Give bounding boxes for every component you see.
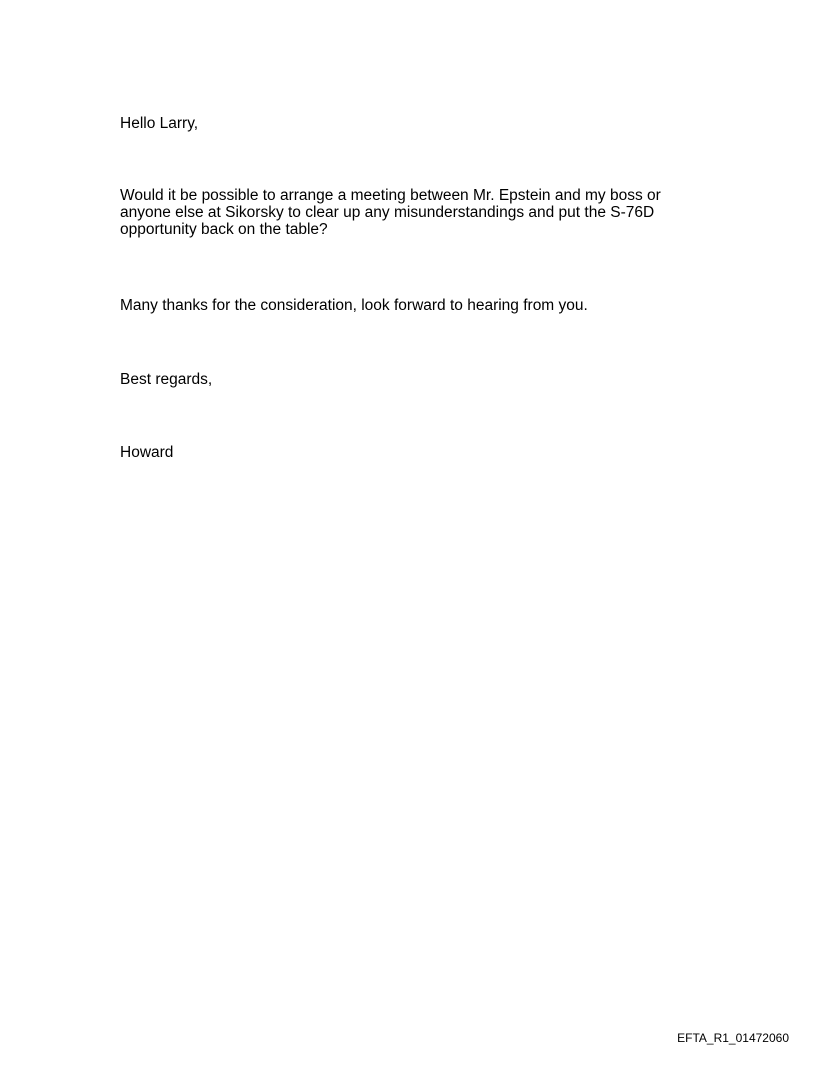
signature: Howard <box>120 444 174 461</box>
body-paragraph-meeting-request: Would it be possible to arrange a meeting between Mr. Epstein and my boss or anyone else at Sikorsky to clear up any misunderstandings and put the S-76D opportunity back on the table? <box>120 187 661 238</box>
greeting: Hello Larry, <box>120 115 199 132</box>
closing: Best regards, <box>120 371 213 388</box>
bates-number: EFTA_R1_01472060 <box>677 1031 789 1045</box>
body-paragraph-thanks: Many thanks for the consideration, look forward to hearing from you. <box>120 297 588 314</box>
